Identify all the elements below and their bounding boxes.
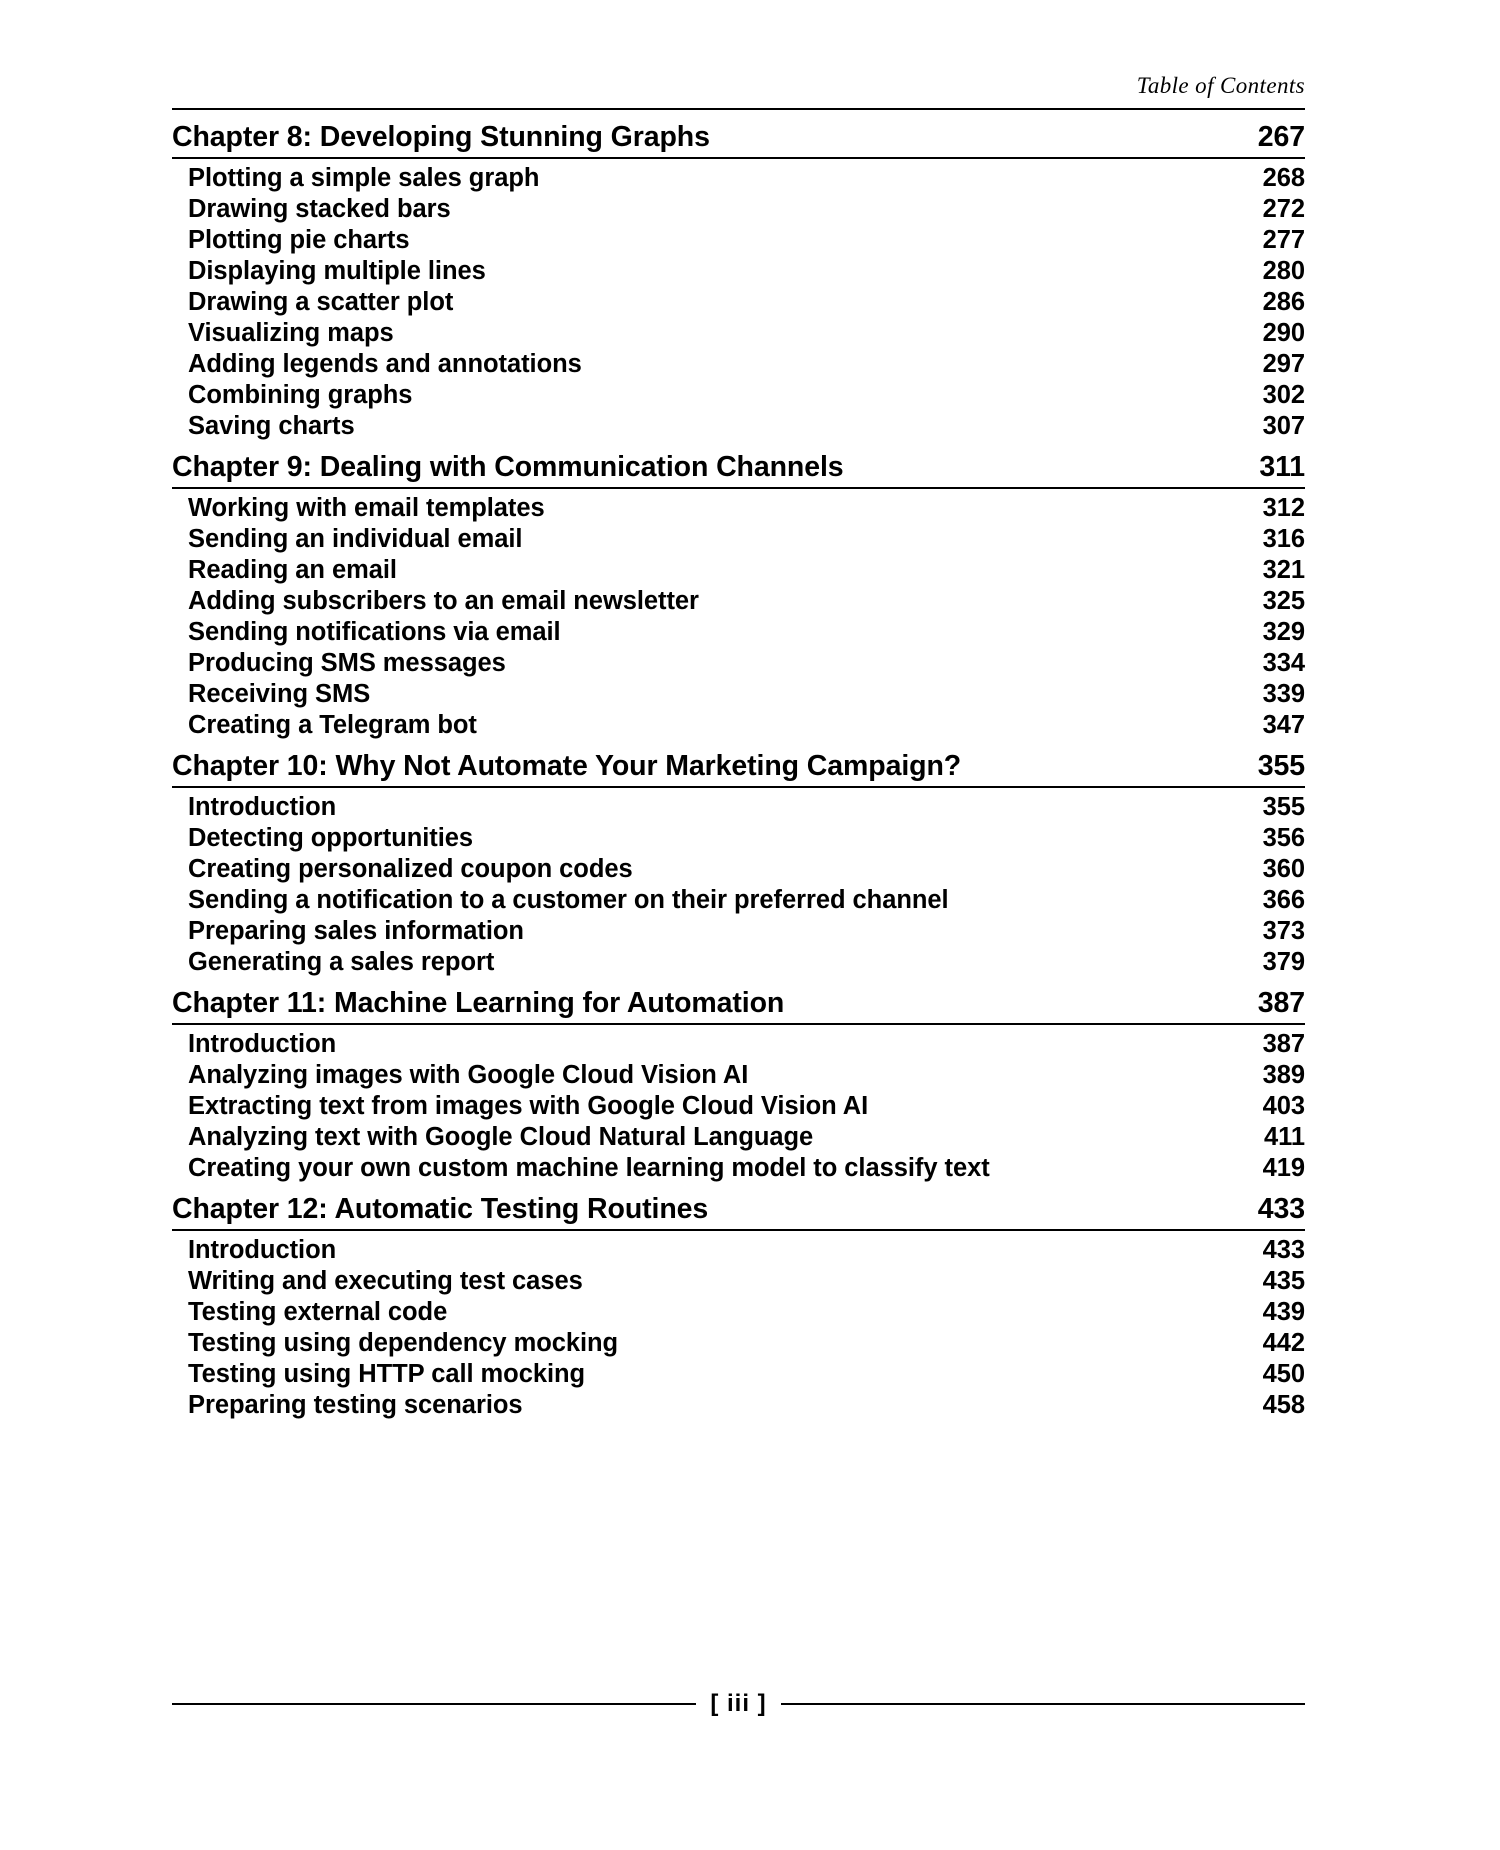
chapter-title: Chapter 8: Developing Stunning Graphs	[172, 121, 710, 153]
running-header	[172, 72, 1305, 100]
section-title: Sending notifications via email	[188, 618, 561, 646]
chapter-entry[interactable]	[172, 1189, 1305, 1231]
section-title: Displaying multiple lines	[188, 257, 486, 285]
section-page-number: 419	[1262, 1154, 1305, 1182]
section-title: Testing using HTTP call mocking	[188, 1360, 586, 1388]
section-title: Testing using dependency mocking	[188, 1329, 619, 1357]
section-entry[interactable]	[172, 1029, 1305, 1060]
section-entry[interactable]	[172, 1153, 1305, 1184]
section-entry[interactable]	[172, 885, 1305, 916]
section-page-number: 411	[1264, 1123, 1305, 1151]
section-page-number: 347	[1262, 711, 1305, 739]
chapter-entry[interactable]	[172, 447, 1305, 489]
section-title: Preparing testing scenarios	[188, 1391, 523, 1419]
section-entry[interactable]	[172, 792, 1305, 823]
section-title: Drawing a scatter plot	[188, 288, 454, 316]
chapter-block	[172, 117, 1305, 442]
table-of-contents	[172, 117, 1305, 1421]
chapter-page-number: 355	[1257, 750, 1305, 782]
section-list	[172, 1235, 1305, 1421]
section-entry[interactable]	[172, 1122, 1305, 1153]
section-entry[interactable]	[172, 1266, 1305, 1297]
footer-rule-left	[172, 1703, 696, 1705]
section-list	[172, 163, 1305, 442]
section-page-number: 439	[1262, 1298, 1305, 1326]
chapter-page-number: 387	[1257, 987, 1305, 1019]
section-entry[interactable]	[172, 163, 1305, 194]
section-entry[interactable]	[172, 679, 1305, 710]
section-page-number: 321	[1262, 556, 1305, 584]
section-title: Saving charts	[188, 412, 355, 440]
section-title: Sending an individual email	[188, 525, 523, 553]
section-page-number: 325	[1262, 587, 1305, 615]
section-title: Preparing sales information	[188, 917, 524, 945]
section-page-number: 387	[1262, 1030, 1305, 1058]
section-entry[interactable]	[172, 648, 1305, 679]
chapter-title: Chapter 11: Machine Learning for Automation	[172, 987, 785, 1019]
section-entry[interactable]	[172, 586, 1305, 617]
section-entry[interactable]	[172, 1060, 1305, 1091]
section-page-number: 435	[1262, 1267, 1305, 1295]
section-page-number: 280	[1262, 257, 1305, 285]
chapter-block	[172, 1189, 1305, 1421]
section-title: Adding subscribers to an email newsletter	[188, 587, 699, 615]
section-title: Plotting a simple sales graph	[188, 164, 540, 192]
section-page-number: 366	[1262, 886, 1305, 914]
section-page-number: 355	[1262, 793, 1305, 821]
section-entry[interactable]	[172, 555, 1305, 586]
section-page-number: 339	[1262, 680, 1305, 708]
section-page-number: 334	[1262, 649, 1305, 677]
section-title: Working with email templates	[188, 494, 545, 522]
section-page-number: 316	[1262, 525, 1305, 553]
section-title: Detecting opportunities	[188, 824, 474, 852]
section-entry[interactable]	[172, 947, 1305, 978]
section-entry[interactable]	[172, 710, 1305, 741]
section-title: Sending a notification to a customer on their preferred channel	[188, 886, 949, 914]
section-title: Introduction	[188, 1030, 337, 1058]
section-page-number: 297	[1262, 350, 1305, 378]
section-page-number: 442	[1262, 1329, 1305, 1357]
chapter-block	[172, 746, 1305, 978]
footer-rule-right	[781, 1703, 1305, 1705]
section-entry[interactable]	[172, 916, 1305, 947]
section-page-number: 329	[1262, 618, 1305, 646]
section-entry[interactable]	[172, 380, 1305, 411]
section-title: Testing external code	[188, 1298, 448, 1326]
section-page-number: 302	[1262, 381, 1305, 409]
section-page-number: 403	[1262, 1092, 1305, 1120]
section-page-number: 433	[1262, 1236, 1305, 1264]
section-page-number: 286	[1262, 288, 1305, 316]
section-entry[interactable]	[172, 493, 1305, 524]
section-title: Writing and executing test cases	[188, 1267, 583, 1295]
section-entry[interactable]	[172, 1235, 1305, 1266]
section-title: Extracting text from images with Google Cloud Vision AI	[188, 1092, 869, 1120]
section-title: Analyzing text with Google Cloud Natural Language	[188, 1123, 814, 1151]
section-entry[interactable]	[172, 225, 1305, 256]
header-rule	[172, 108, 1305, 110]
section-page-number: 360	[1262, 855, 1305, 883]
page-folio: [ iii ]	[710, 1690, 767, 1717]
section-entry[interactable]	[172, 1091, 1305, 1122]
chapter-block	[172, 983, 1305, 1184]
section-title: Creating a Telegram bot	[188, 711, 477, 739]
section-page-number: 272	[1262, 195, 1305, 223]
section-page-number: 268	[1262, 164, 1305, 192]
section-title: Creating your own custom machine learning model to classify text	[188, 1154, 990, 1182]
chapter-title: Chapter 10: Why Not Automate Your Marketing Campaign?	[172, 750, 962, 782]
section-title: Introduction	[188, 1236, 337, 1264]
section-entry[interactable]	[172, 256, 1305, 287]
section-entry[interactable]	[172, 524, 1305, 555]
chapter-entry[interactable]	[172, 983, 1305, 1025]
section-entry[interactable]	[172, 854, 1305, 885]
section-page-number: 312	[1262, 494, 1305, 522]
section-page-number: 373	[1262, 917, 1305, 945]
chapter-block	[172, 447, 1305, 741]
chapter-page-number: 311	[1259, 451, 1305, 483]
section-page-number: 389	[1262, 1061, 1305, 1089]
section-entry[interactable]	[172, 1328, 1305, 1359]
section-entry[interactable]	[172, 194, 1305, 225]
section-page-number: 290	[1262, 319, 1305, 347]
section-list	[172, 1029, 1305, 1184]
section-page-number: 356	[1262, 824, 1305, 852]
section-title: Producing SMS messages	[188, 649, 506, 677]
section-entry[interactable]	[172, 349, 1305, 380]
section-title: Reading an email	[188, 556, 397, 584]
section-title: Drawing stacked bars	[188, 195, 451, 223]
section-entry[interactable]	[172, 318, 1305, 349]
section-page-number: 450	[1262, 1360, 1305, 1388]
running-header-title: Table of Contents	[1136, 73, 1305, 98]
section-title: Introduction	[188, 793, 337, 821]
section-page-number: 277	[1262, 226, 1305, 254]
chapter-entry[interactable]	[172, 746, 1305, 788]
section-title: Analyzing images with Google Cloud Vision AI	[188, 1061, 749, 1089]
section-entry[interactable]	[172, 1390, 1305, 1421]
section-entry[interactable]	[172, 1297, 1305, 1328]
section-entry[interactable]	[172, 1359, 1305, 1390]
chapter-title: Chapter 12: Automatic Testing Routines	[172, 1193, 709, 1225]
section-entry[interactable]	[172, 411, 1305, 442]
section-list	[172, 792, 1305, 978]
section-title: Plotting pie charts	[188, 226, 410, 254]
section-page-number: 458	[1262, 1391, 1305, 1419]
chapter-page-number: 433	[1257, 1193, 1305, 1225]
section-title: Creating personalized coupon codes	[188, 855, 633, 883]
section-title: Combining graphs	[188, 381, 413, 409]
section-title: Receiving SMS	[188, 680, 371, 708]
page-footer	[172, 1692, 1305, 1716]
section-list	[172, 493, 1305, 741]
chapter-page-number: 267	[1257, 121, 1305, 153]
section-page-number: 379	[1262, 948, 1305, 976]
section-entry[interactable]	[172, 823, 1305, 854]
section-title: Adding legends and annotations	[188, 350, 582, 378]
section-page-number: 307	[1262, 412, 1305, 440]
section-title: Generating a sales report	[188, 948, 495, 976]
chapter-entry[interactable]	[172, 117, 1305, 159]
section-title: Visualizing maps	[188, 319, 394, 347]
section-entry[interactable]	[172, 287, 1305, 318]
section-entry[interactable]	[172, 617, 1305, 648]
chapter-title: Chapter 9: Dealing with Communication Channels	[172, 451, 844, 483]
